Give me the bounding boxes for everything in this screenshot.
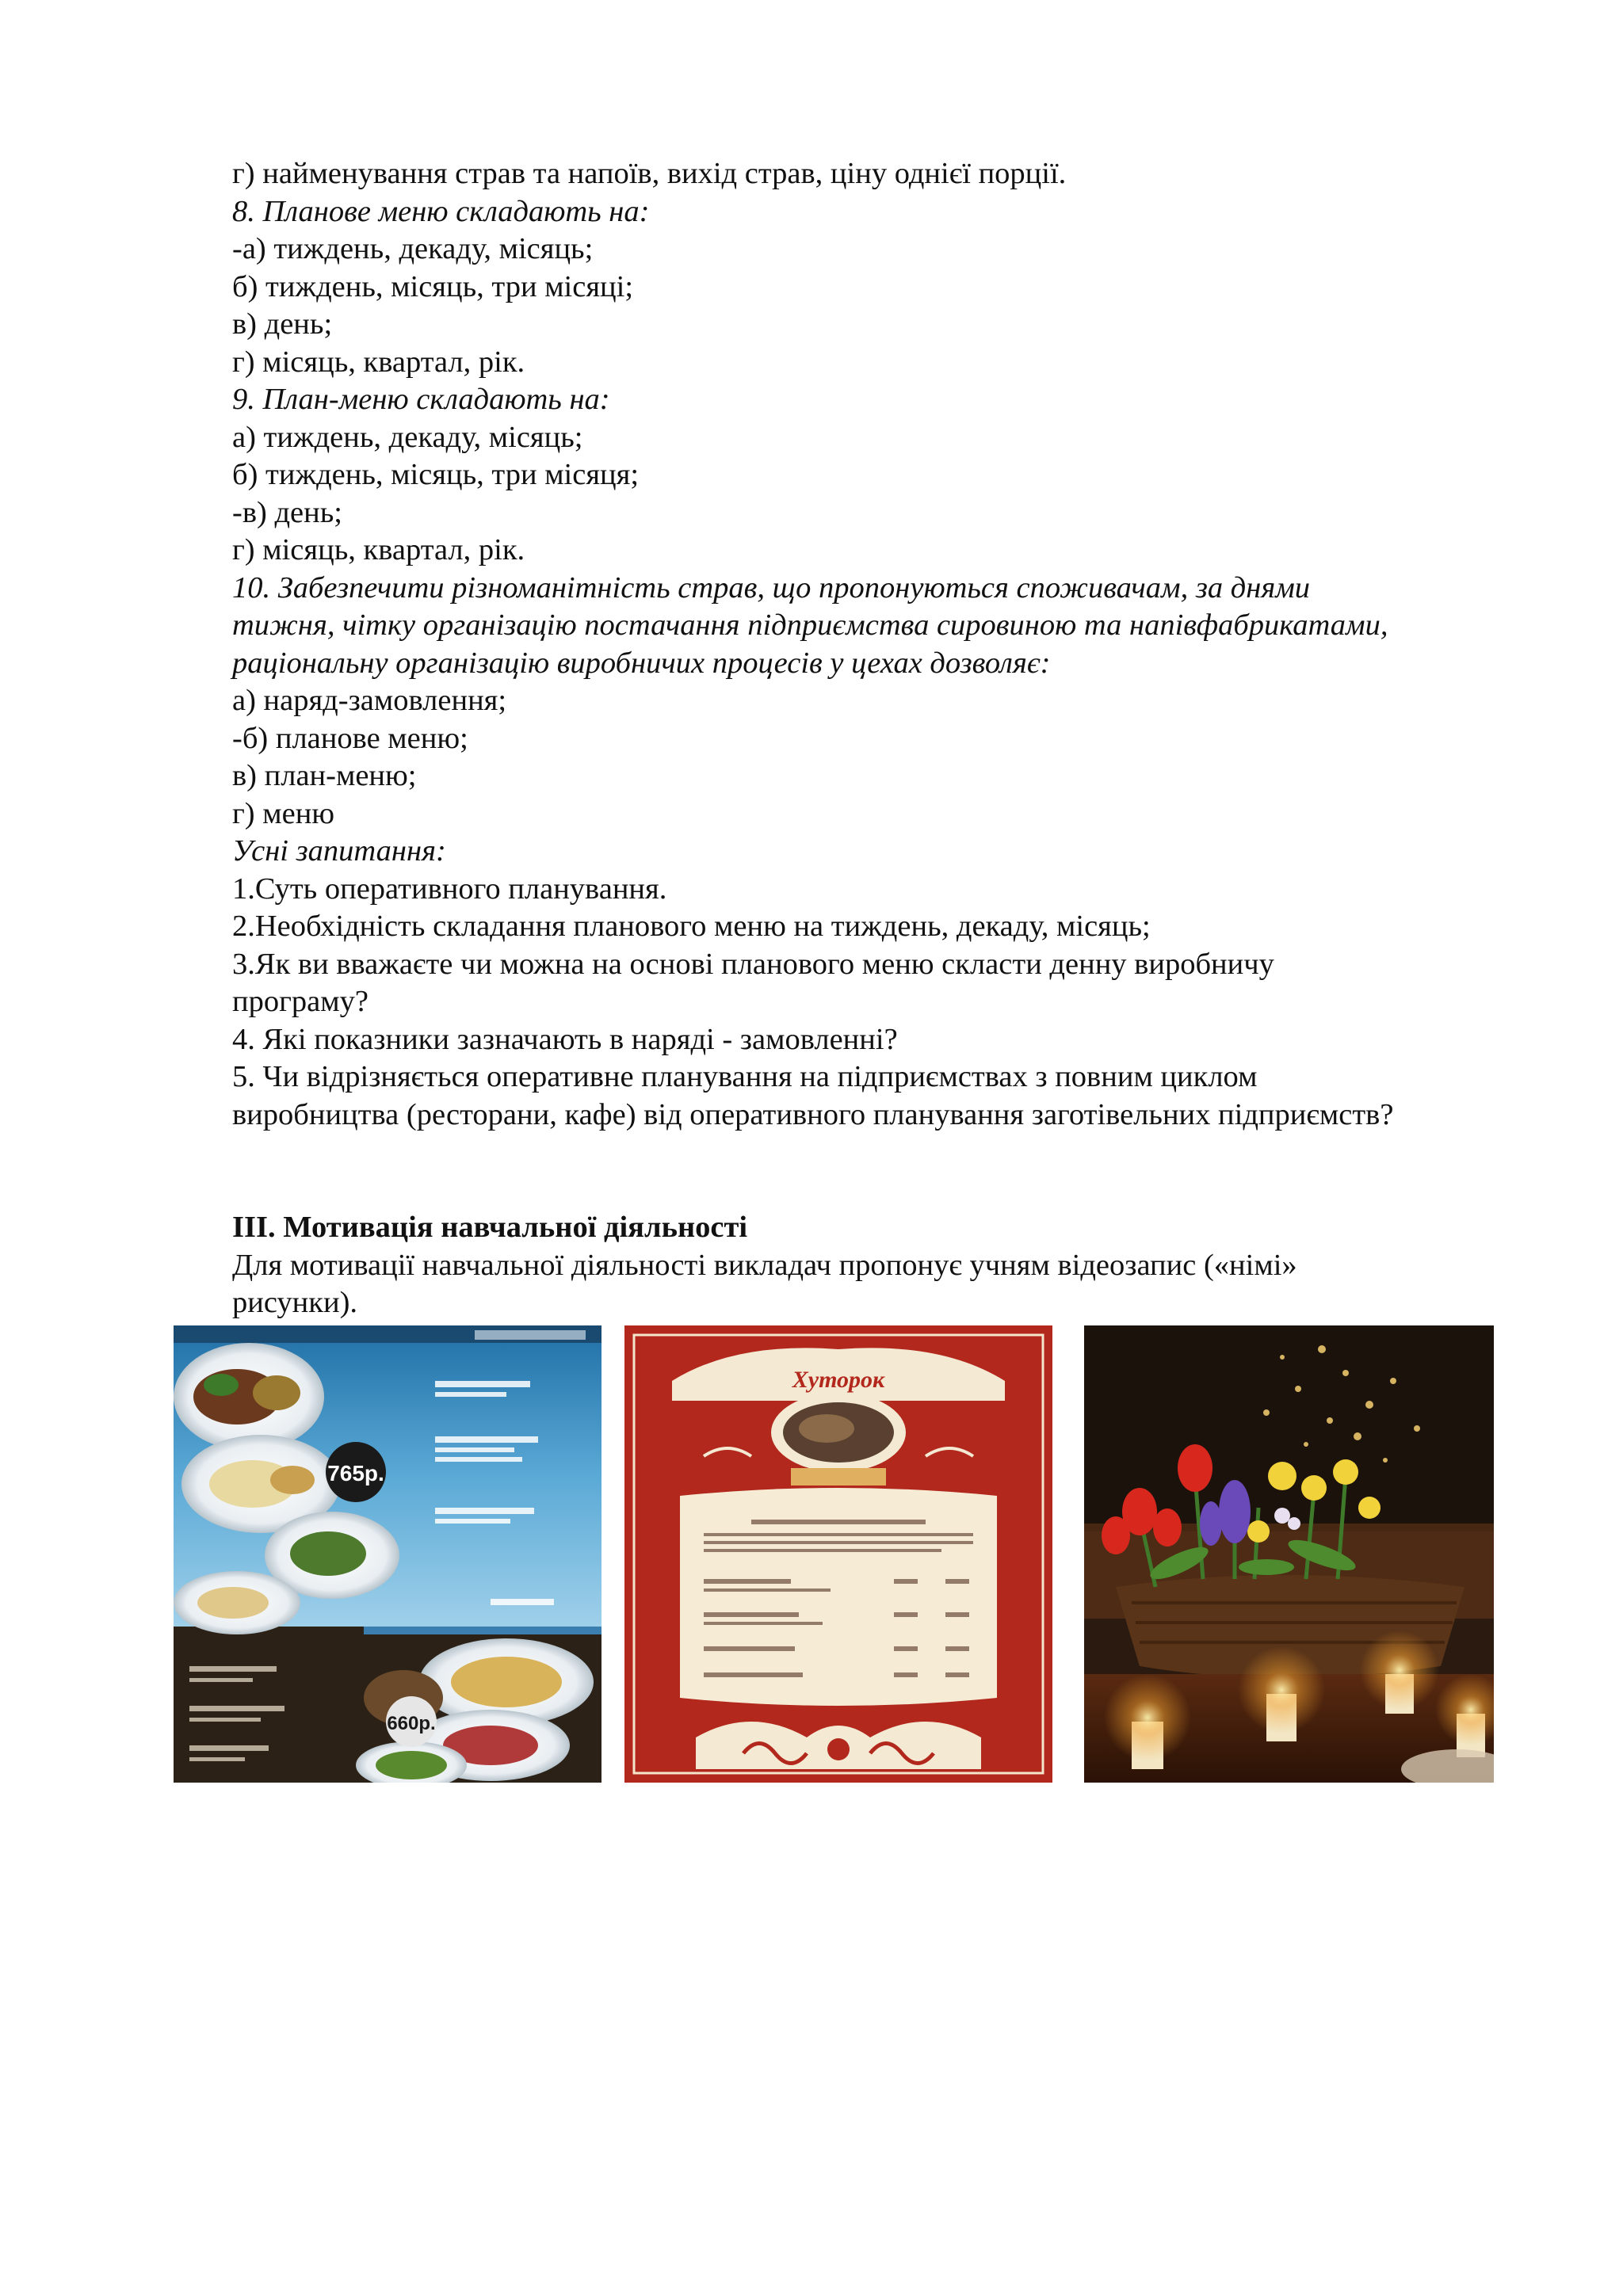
answer-line: -в) день; [232,495,342,529]
motivation-text: рисунки). [232,1286,358,1319]
answer-line: г) меню [232,796,335,830]
oral-question: 1.Суть оперативного планування. [232,871,667,906]
answer-line: б) тиждень, місяць, три місяці; [232,269,634,303]
menu-red-image [624,1325,1052,1783]
oral-question: 3.Як ви вважаєте чи можна на основі планового меню скласти денну виробничу [232,947,1274,981]
answer-line: г) місяць, квартал, рік. [232,533,525,566]
question-10-line-3: раціональну організацію виробничих процесів у цехах дозволяє: [232,646,1051,680]
oral-questions-title: Усні запитання: [232,834,446,868]
oral-question: 2.Необхідність складання планового меню на тиждень, декаду, місяць; [232,910,1151,943]
answer-line: в) день; [232,307,333,341]
answer-line: б) тиждень, місяць, три місяця; [232,458,640,491]
question-8: 8. Планове меню складають на: [232,194,650,228]
menu-red-title: Хуторок [792,1367,885,1393]
oral-question: виробництва (ресторани, кафе) від оперативного планування заготівельних підприємств? [232,1097,1394,1131]
answer-line: в) план-меню; [232,759,417,792]
answer-line: а) наряд-замовлення; [232,684,507,717]
price-badge-1: 765р. [327,1461,384,1486]
menu-blue-image [174,1325,601,1783]
spacer [232,1134,1532,1209]
motivation-text: Для мотивації навчальної діяльності викладач пропонує учням відеозапис («німі» [232,1248,1297,1282]
section-heading: III. Мотивація навчальної діяльності [232,1211,748,1244]
answer-line: г) місяць, квартал, рік. [232,345,525,379]
answer-line: -б) планове меню; [232,721,468,755]
question-10-line-1: 10. Забезпечити різноманітність страв, що пропонуються споживачам, за днями [232,570,1311,605]
document-text [232,155,1532,1322]
oral-question: 5. Чи відрізняється оперативне планування на підприємствах з повним циклом [232,1060,1258,1093]
question-9: 9. План-меню складають на: [232,383,610,416]
answer-line: а) тиждень, декаду, місяць; [232,420,583,454]
answer-line: г) найменування страв та напоїв, вихід страв, ціну однієї порції. [232,157,1067,190]
answer-line: -а) тиждень, декаду, місяць; [232,232,594,265]
oral-question: програму? [232,985,369,1018]
question-10-line-2: тижня, чітку організацію постачання підприємства сировиною та напівфабрикатами, [232,608,1388,642]
oral-question: 4. Які показники зазначають в наряді - замовленні? [232,1022,898,1056]
flowers-candles-image [1084,1325,1494,1783]
price-badge-2: 660р. [387,1713,436,1734]
